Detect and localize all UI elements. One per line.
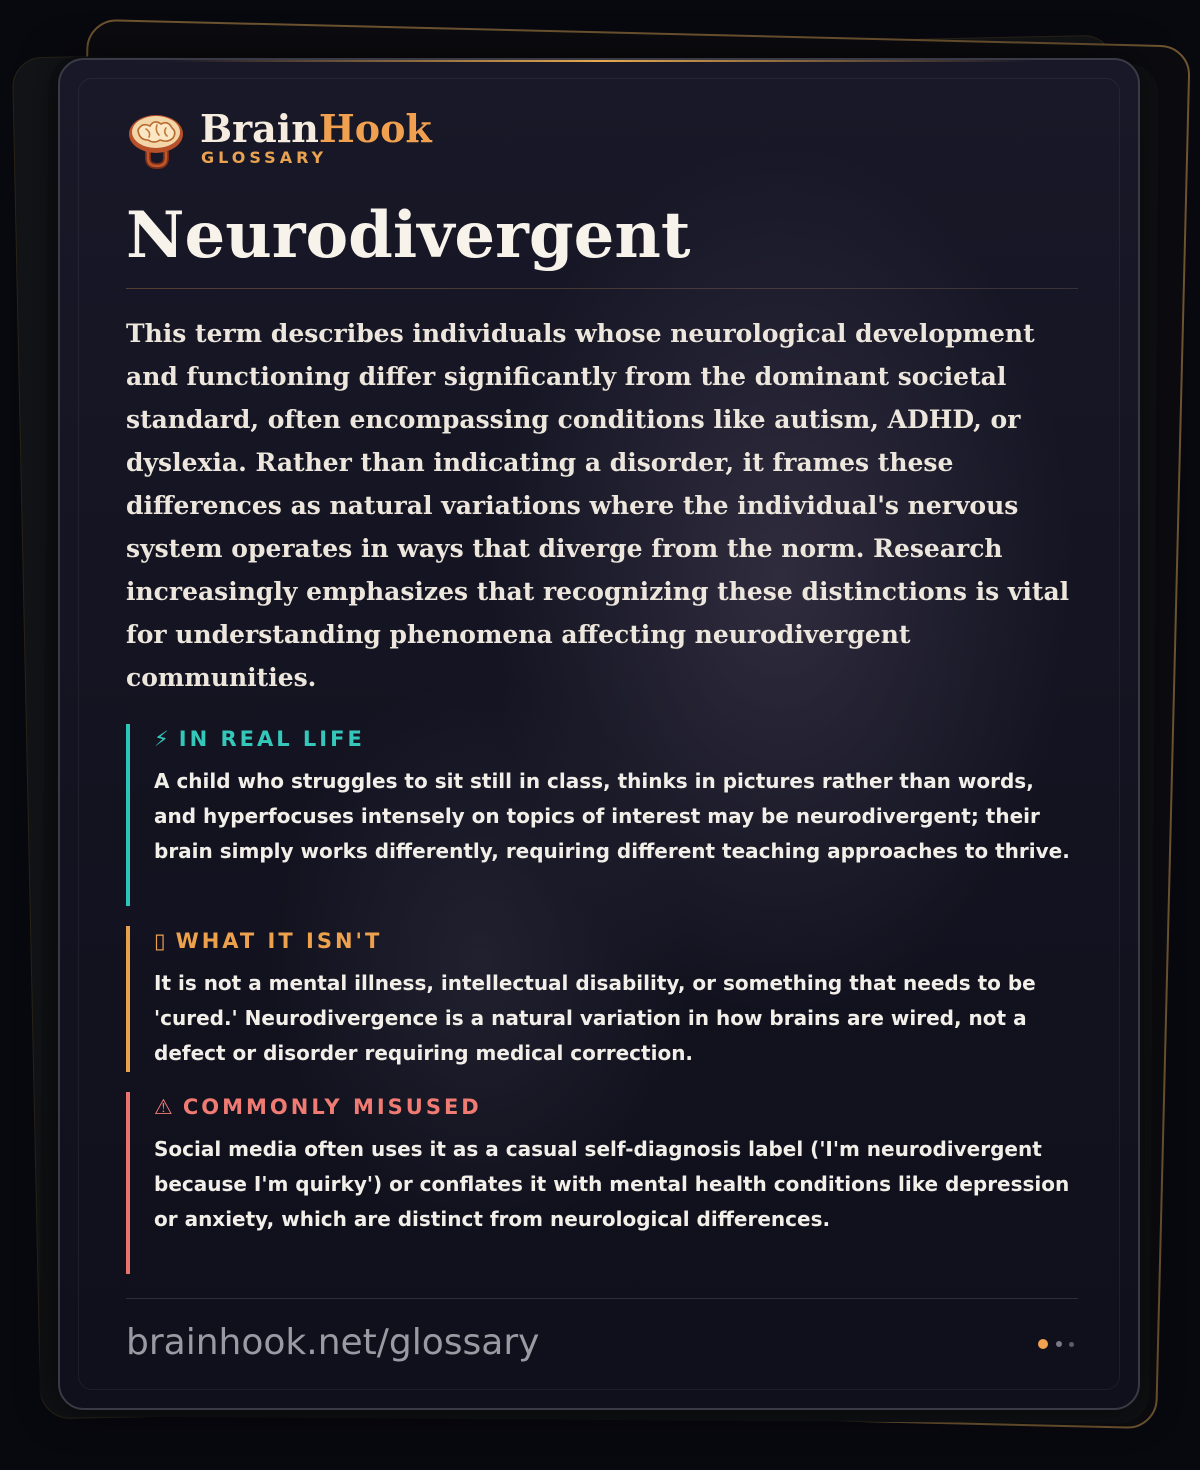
footer-divider xyxy=(126,1298,1078,1299)
title-divider xyxy=(126,288,1078,289)
brand-name xyxy=(200,106,432,152)
glossary-card xyxy=(58,58,1140,1410)
section-body: Social media often uses it as a casual self-diagnosis label ('I'm neurodivergent because I'm quirky') or conflates it with mental health conditions like depression or anxiety, which are distinct from neurological differences. xyxy=(154,1137,1070,1231)
section-heading-text: WHAT IT ISN'T xyxy=(175,929,383,953)
section-heading-text: COMMONLY MISUSED xyxy=(182,1095,482,1119)
pagination-dots[interactable] xyxy=(1038,1338,1078,1350)
missing-glyph-icon: ▯ xyxy=(154,929,166,953)
term-definition: This term describes individuals whose neurological development and functioning differ significantly from the dominant societal standard, often encompassing conditions like autism, ADHD, or dyslexia. Rather than indicating a disorder, it frames these differences as natural variations where the individual's nervous system operates in ways that diverge from the norm. Research increasingly emphasizes that recognizing these distinctions is vital for understanding phenomena affecting neurodivergent communities. xyxy=(126,319,1070,692)
section-heading xyxy=(154,1092,1078,1122)
section-body: It is not a mental illness, intellectual disability, or something that needs to be 'cured.' Neurodivergence is a natural variation in how brains are wired, not a defect or disorder requiring medical correction. xyxy=(154,971,1036,1065)
brand-name-accent: Hook xyxy=(318,106,432,151)
section-what-it-isnt xyxy=(126,926,1078,1072)
pagination-dot[interactable] xyxy=(1056,1341,1062,1347)
section-in-real-life xyxy=(126,724,1078,906)
section-commonly-misused xyxy=(126,1092,1078,1274)
warning-icon: ⚠ xyxy=(154,1095,173,1119)
brand-subtitle: GLOSSARY xyxy=(201,148,328,167)
lightning-icon: ⚡ xyxy=(154,727,169,751)
section-body: A child who struggles to sit still in class, thinks in pictures rather than words, and hyperfocuses intensely on topics of interest may be neurodivergent; their brain simply works differently, requiring different teaching approaches to thrive. xyxy=(154,769,1070,863)
brand-name-main: Brain xyxy=(200,106,319,151)
pagination-dot[interactable] xyxy=(1069,1342,1074,1347)
section-heading xyxy=(154,926,1078,956)
footer-url-link[interactable]: brainhook.net/glossary xyxy=(126,1322,540,1363)
card-top-highlight xyxy=(170,60,1028,62)
section-heading xyxy=(154,724,1078,754)
brain-hook-icon xyxy=(126,110,186,170)
term-title: Neurodivergent xyxy=(126,198,691,273)
pagination-dot-active[interactable] xyxy=(1038,1339,1048,1349)
section-heading-text: IN REAL LIFE xyxy=(178,727,365,751)
